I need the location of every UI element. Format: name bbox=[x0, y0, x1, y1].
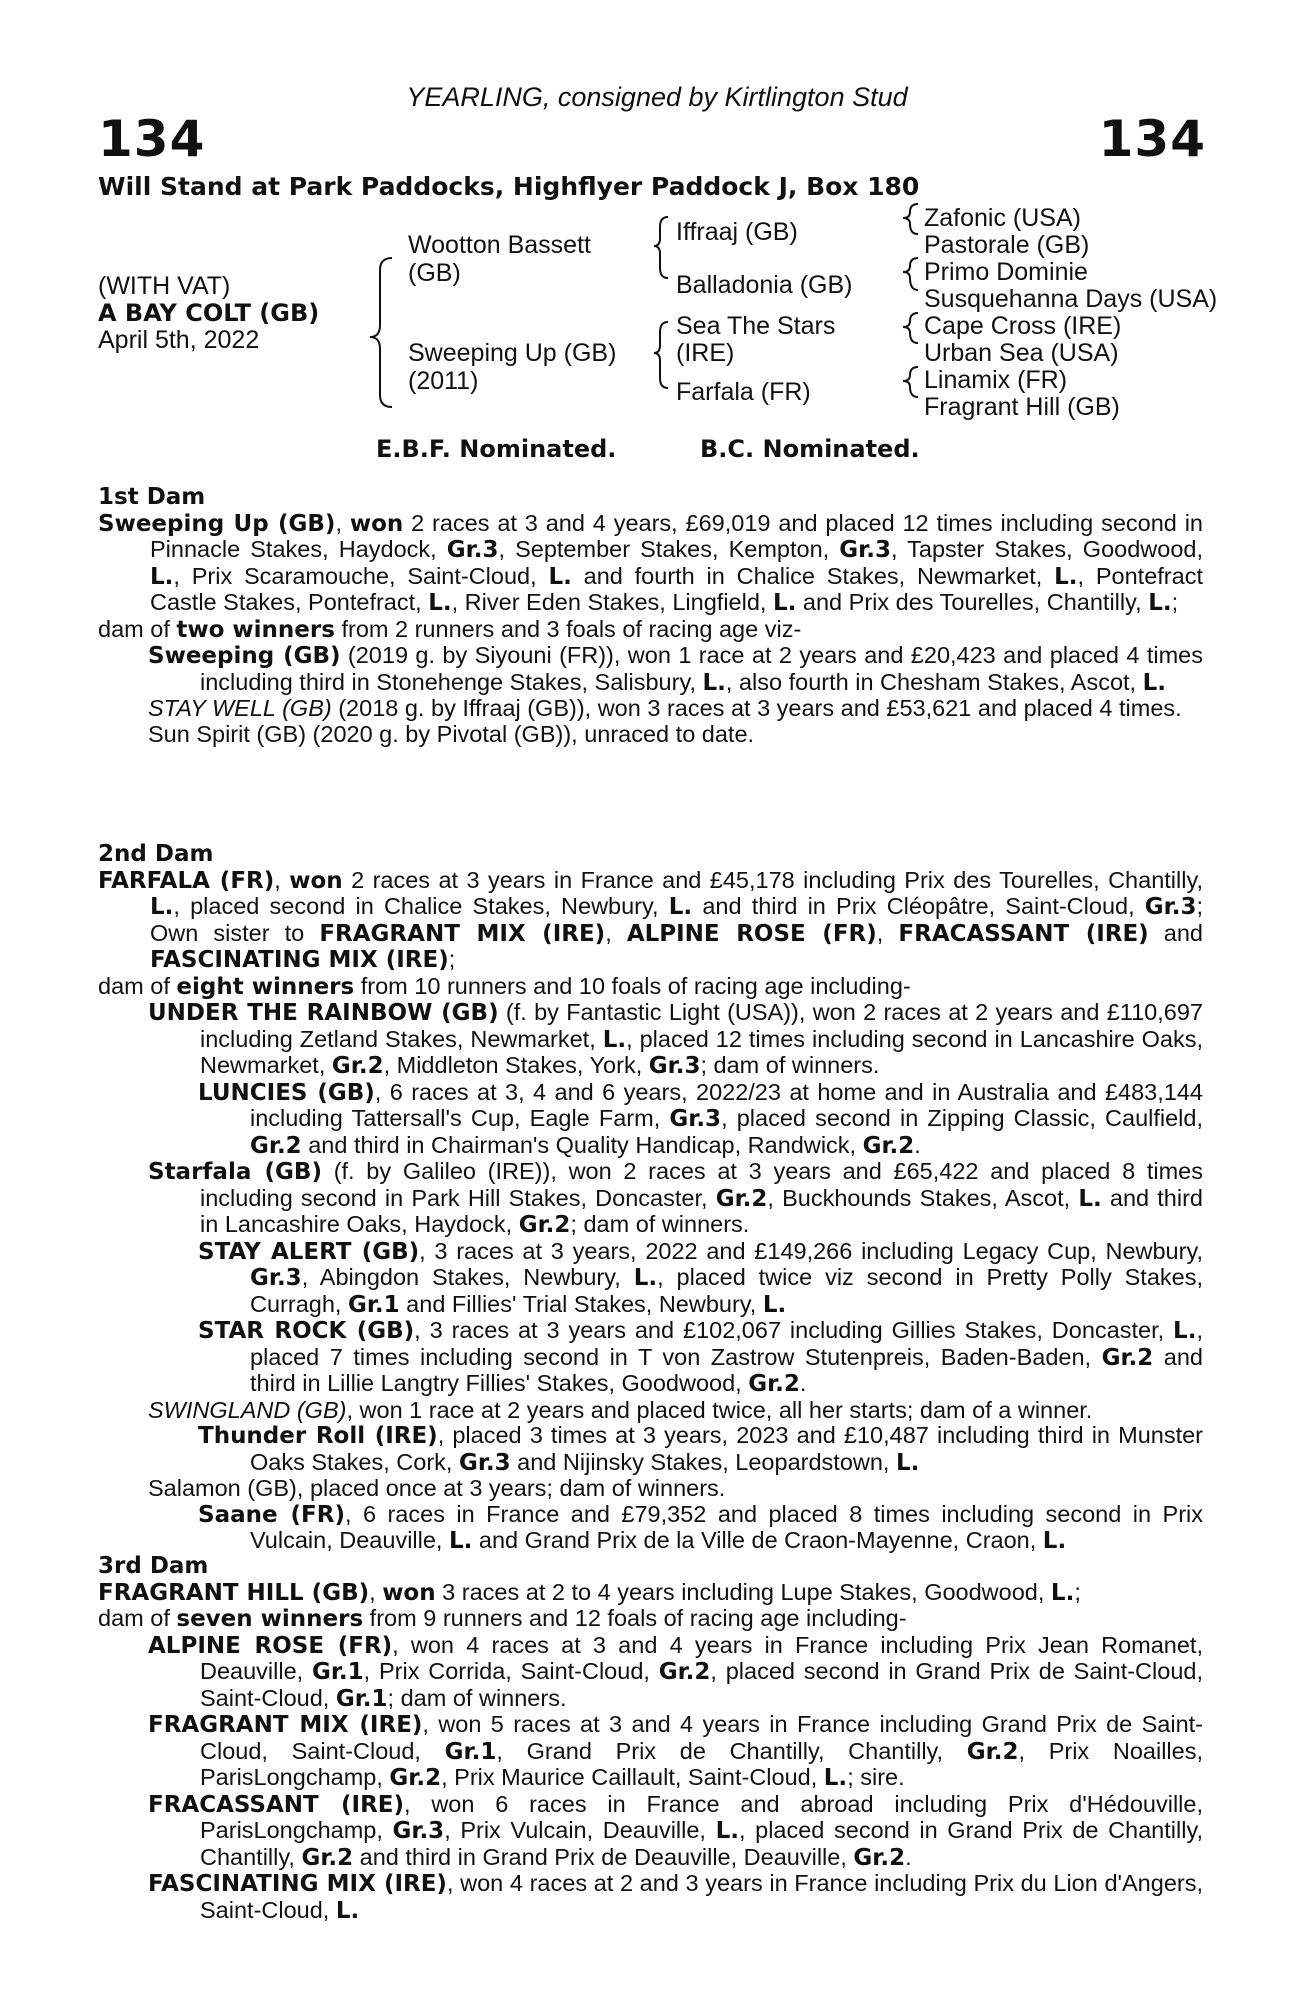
consignor-line: YEARLING, consigned by Kirtlington Stud bbox=[406, 82, 908, 112]
horse-name: A BAY COLT (GB) bbox=[98, 299, 320, 327]
third-dam-section bbox=[98, 1554, 1203, 1924]
gg-1: Zafonic (USA) bbox=[924, 204, 1081, 232]
dam-sire-origin: (IRE) bbox=[676, 339, 735, 367]
gg-3: Primo Dominie bbox=[924, 258, 1088, 286]
produce-sweeping: Sweeping (GB) (2019 g. by Siyouni (FR)), won 1 race at 2 years and £20,423 and placed 4 times including third in Stonehenge Stakes, Salisbury, L., also fourth in Chesham Stakes, Ascot, L. bbox=[148, 642, 1204, 696]
pedigree-braces bbox=[0, 0, 1314, 460]
first-dam-section bbox=[98, 485, 1203, 747]
gg-7: Linamix (FR) bbox=[924, 366, 1068, 394]
first-dam-heading: 1st Dam bbox=[98, 484, 206, 510]
produce-thunder-roll: Thunder Roll (IRE), placed 3 times at 3 years, 2023 and £10,487 including third in Munster Oaks Stakes, Cork, Gr.3 and Nijinsky Stakes, Leopardstown, L. bbox=[198, 1422, 1204, 1476]
second-dam-produce-summary: dam of eight winners from 10 runners and 10 foals of racing age including- bbox=[98, 972, 911, 1000]
produce-sun-spirit: Sun Spirit (GB) (2020 g. by Pivotal (GB)), unraced to date. bbox=[148, 720, 755, 747]
bc-nomination: B.C. Nominated. bbox=[700, 435, 920, 463]
dam-year: (2011) bbox=[408, 367, 479, 395]
produce-fragrant-mix: FRAGRANT MIX (IRE), won 5 races at 3 and 4 years in France including Grand Prix de Saint-Cloud, Saint-Cloud, Gr.1, Grand Prix de Chantilly, Chantilly, Gr.2, Prix Noailles, ParisLongchamp, Gr.2, Prix Maurice Caillault, Saint-Cloud, L.; sire. bbox=[148, 1711, 1203, 1791]
gg-6: Urban Sea (USA) bbox=[924, 339, 1119, 367]
ebf-nomination: E.B.F. Nominated. bbox=[376, 435, 617, 463]
dam-dam: Farfala (FR) bbox=[676, 378, 811, 406]
produce-saane: Saane (FR), 6 races in France and £79,352 and placed 8 times including second in Prix Vulcain, Deauville, L. and Grand Prix de la Ville de Craon-Mayenne, Craon, L. bbox=[198, 1500, 1203, 1554]
third-dam-heading: 3rd Dam bbox=[98, 1553, 209, 1579]
second-dam-section bbox=[98, 842, 1203, 1555]
produce-fracassant: FRACASSANT (IRE), won 6 races in France and abroad including Prix d'Hédouville, ParisLongchamp, Gr.3, Prix Vulcain, Deauville, L., placed second in Grand Prix de Chantilly, Chantilly, Gr.2 and third in Grand Prix de Deauville, Deauville, Gr.2. bbox=[148, 1790, 1203, 1871]
gg-2: Pastorale (GB) bbox=[924, 231, 1090, 259]
produce-stay-alert: STAY ALERT (GB), 3 races at 3 years, 2022 and £149,266 including Legacy Cup, Newbury, Gr.3, Abingdon Stakes, Newbury, L., placed twice viz second in Pretty Polly Stakes, Curragh, Gr.1 and Fillies' Trial Stakes, Newbury, L. bbox=[198, 1237, 1204, 1318]
foaling-date: April 5th, 2022 bbox=[98, 326, 260, 354]
produce-fascinating-mix: FASCINATING MIX (IRE), won 4 races at 2 and 3 years in France including Prix du Lion d'Angers, Saint-Cloud, L. bbox=[148, 1870, 1203, 1924]
produce-swingland: SWINGLAND (GB), won 1 race at 2 years and placed twice, all her starts; dam of a winner. bbox=[148, 1396, 1093, 1423]
gg-8: Fragrant Hill (GB) bbox=[924, 393, 1120, 421]
lot-number-right: 134 bbox=[1098, 110, 1206, 168]
produce-stay-well: STAY WELL (GB) (2018 g. by Iffraaj (GB)), won 3 races at 3 years and £53,621 and placed 4 times. bbox=[148, 695, 1182, 721]
first-dam-record: Sweeping Up (GB), won 2 races at 3 and 4 years, £69,019 and placed 12 times including second in Pinnacle Stakes, Haydock, Gr.3, September Stakes, Kempton, Gr.3, Tapster Stakes, Goodwood, L., Prix Scaramouche, Saint-Cloud, L. and fourth in Chalice Stakes, Newmarket, L., Pontefract Castle Stakes, Pontefract, L., River Eden Stakes, Lingfield, L. and Prix des Tourelles, Chantilly, L.; bbox=[98, 509, 1203, 616]
produce-alpine-rose: ALPINE ROSE (FR), won 4 races at 3 and 4 years in France including Prix Jean Romanet, Deauville, Gr.1, Prix Corrida, Saint-Cloud, Gr.2, placed second in Grand Prix de Saint-Cloud, Saint-Cloud, Gr.1; dam of winners. bbox=[148, 1631, 1203, 1712]
dam-name: Sweeping Up (GB) bbox=[408, 339, 617, 367]
produce-under-the-rainbow: UNDER THE RAINBOW (GB) (f. by Fantastic Light (USA)), won 2 races at 2 years and £110,697 including Zetland Stakes, Newmarket, L., placed 12 times including second in Lancashire Oaks, Newmarket, Gr.2, Middleton Stakes, York, Gr.3; dam of winners. bbox=[148, 999, 1203, 1079]
sire-origin: (GB) bbox=[408, 259, 461, 287]
second-dam-record: FARFALA (FR), won 2 races at 3 years in France and £45,178 including Prix des Tourelles, Chantilly, L., placed second in Chalice Stakes, Newbury, L. and third in Prix Cléopâtre, Saint-Cloud, Gr.3; Own sister to FRAGRANT MIX (IRE), ALPINE ROSE (FR), FRACASSANT (IRE) and FASCINATING MIX (IRE); bbox=[98, 866, 1203, 973]
produce-luncies: LUNCIES (GB), 6 races at 3, 4 and 6 years, 2022/23 at home and in Australia and £483,144 including Tattersall's Cup, Eagle Farm, Gr.3, placed second in Zipping Classic, Caulfield, Gr.2 and third in Chairman's Quality Handicap, Randwick, Gr.2. bbox=[198, 1078, 1204, 1159]
vat-note: (WITH VAT) bbox=[98, 272, 231, 300]
third-dam-record: FRAGRANT HILL (GB), won 3 races at 2 to 4 years including Lupe Stakes, Goodwood, L.; bbox=[98, 1578, 1081, 1606]
sire-dam: Balladonia (GB) bbox=[676, 271, 853, 299]
second-dam-heading: 2nd Dam bbox=[98, 841, 214, 867]
dam-sire: Sea The Stars bbox=[676, 312, 836, 340]
stand-location: Will Stand at Park Paddocks, Highflyer Paddock J, Box 180 bbox=[98, 172, 920, 201]
lot-number-left: 134 bbox=[98, 110, 206, 168]
produce-starfala: Starfala (GB) (f. by Galileo (IRE)), won 2 races at 3 years and £65,422 and placed 8 times including second in Park Hill Stakes, Doncaster, Gr.2, Buckhounds Stakes, Ascot, L. and third in Lancashire Oaks, Haydock, Gr.2; dam of winners. bbox=[148, 1158, 1204, 1238]
gg-4: Susquehanna Days (USA) bbox=[924, 285, 1218, 313]
first-dam-produce-summary: dam of two winners from 2 runners and 3 foals of racing age viz- bbox=[98, 615, 802, 643]
third-dam-produce-summary: dam of seven winners from 9 runners and 12 foals of racing age including- bbox=[98, 1605, 907, 1632]
produce-salamon: Salamon (GB), placed once at 3 years; dam of winners. bbox=[148, 1475, 726, 1501]
sire-sire: Iffraaj (GB) bbox=[676, 218, 798, 246]
produce-star-rock: STAR ROCK (GB), 3 races at 3 years and £102,067 including Gillies Stakes, Doncaster, L., placed 7 times including second in T von Zastrow Stutenpreis, Baden-Baden, Gr.2 and third in Lillie Langtry Fillies' Stakes, Goodwood, Gr.2. bbox=[198, 1317, 1203, 1397]
gg-5: Cape Cross (IRE) bbox=[924, 312, 1122, 340]
sire-name: Wootton Bassett bbox=[408, 231, 591, 259]
